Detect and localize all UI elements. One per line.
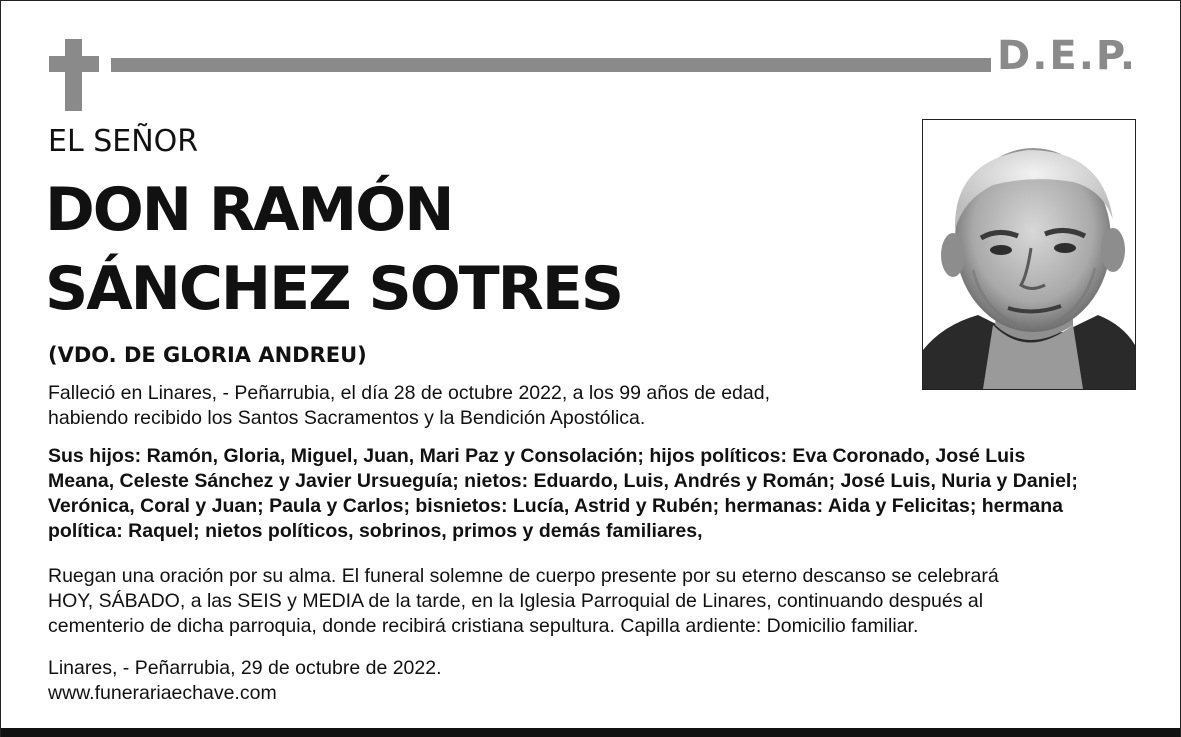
bottom-border (1, 728, 1180, 737)
honorific: EL SEÑOR (48, 124, 199, 159)
cross-icon (49, 39, 99, 111)
portrait-photo (922, 119, 1136, 390)
header-rule (111, 58, 991, 72)
family-line: Meana, Celeste Sánchez y Javier Ursueguía; nietos: Eduardo, Luis, Andrés y Román; José Luis, Nuria y Daniel; (48, 470, 1078, 492)
deceased-name (45, 171, 745, 329)
death-notice-line: Falleció en Linares, - Peñarrubia, el día 28 de octubre 2022, a los 99 años de edad, (48, 382, 770, 404)
website-link[interactable]: www.funerariaechave.com (48, 682, 277, 704)
family-line: Sus hijos: Ramón, Gloria, Miguel, Juan, Mari Paz y Consolación; hijos políticos: Eva Coronado, José Luis (48, 445, 1026, 467)
funeral-details (48, 564, 1138, 639)
family-list (48, 444, 1138, 544)
dep-label: D.E.P. (997, 33, 1138, 79)
funeral-line: Ruegan una oración por su alma. El funeral solemne de cuerpo presente por su eterno descanso se celebrará (48, 565, 999, 587)
death-notice-line: habiendo recibido los Santos Sacramentos y la Bendición Apostólica. (48, 407, 646, 429)
name-line-2: SÁNCHEZ SOTRES (45, 254, 623, 324)
place-date: Linares, - Peñarrubia, 29 de octubre de 2022. (48, 657, 442, 679)
name-line-1: DON RAMÓN (45, 175, 453, 245)
family-line: política: Raquel; nietos políticos, sobrinos, primos y demás familiares, (48, 520, 703, 542)
family-line: Verónica, Coral y Juan; Paula y Carlos; bisnietos: Lucía, Astrid y Rubén; hermanas: Aida y Felicitas; hermana (48, 495, 1064, 517)
widow-note: (VDO. DE GLORIA ANDREU) (48, 343, 367, 367)
funeral-line: cementerio de dicha parroquia, donde recibirá cristiana sepultura. Capilla ardiente: Domicilio familiar. (48, 615, 919, 637)
funeral-line: HOY, SÁBADO, a las SEIS y MEDIA de la tarde, en la Iglesia Parroquial de Linares, continuando después al (48, 590, 984, 612)
death-notice (48, 381, 868, 431)
